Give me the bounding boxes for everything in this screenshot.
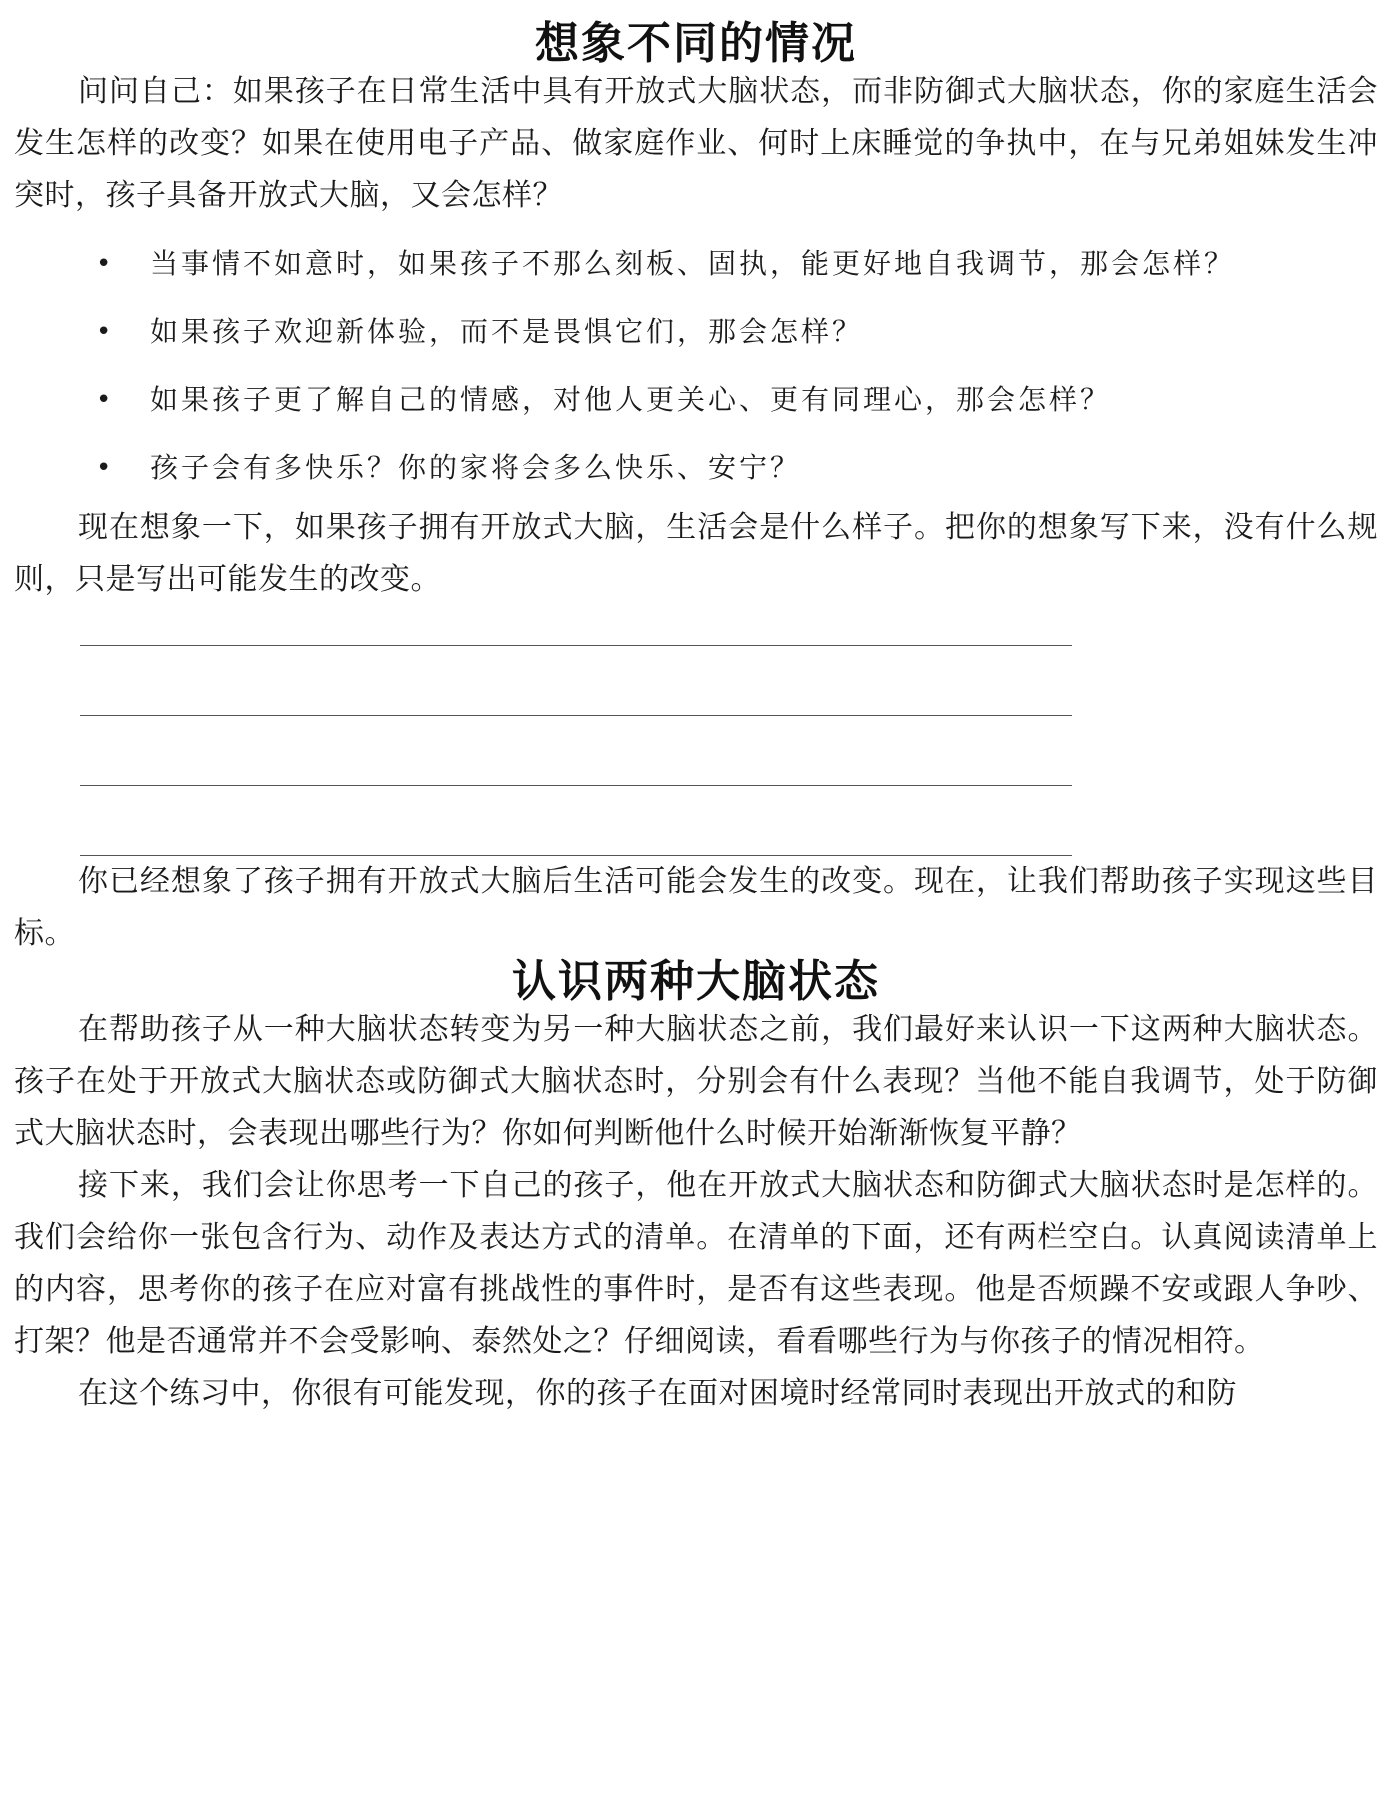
intro-paragraph: 问问自己：如果孩子在日常生活中具有开放式大脑状态，而非防御式大脑状态，你的家庭生活会发生怎样的改变？如果在使用电子产品、做家庭作业、何时上床睡觉的争执中，在与兄弟姐妹发生冲突时，孩子具备开放式大脑，又会怎样？ [14, 74, 1378, 213]
list-item-text: 孩子会有多快乐？你的家将会多么快乐、安宁？ [150, 451, 802, 484]
closing-paragraph: 你已经想象了孩子拥有开放式大脑后生活可能会发生的改变。现在，让我们帮助孩子实现这些目标。 [14, 864, 1378, 951]
document-page [14, 0, 1378, 1420]
body-paragraph: 在帮助孩子从一种大脑状态转变为另一种大脑状态之前，我们最好来认识一下这两种大脑状态。孩子在处于开放式大脑状态或防御式大脑状态时，分别会有什么表现？当他不能自我调节，处于防御式大脑状态时，会表现出哪些行为？你如何判断他什么时候开始渐渐恢复平静？ [14, 1012, 1378, 1151]
list-item-text: 当事情不如意时，如果孩子不那么刻板、固执，能更好地自我调节，那会怎样？ [150, 247, 1236, 280]
bullet-icon: • [96, 249, 115, 279]
answer-area[interactable] [80, 644, 1072, 856]
bullet-icon: • [96, 453, 115, 483]
question-list [14, 230, 1378, 502]
body-paragraph: 接下来，我们会让你思考一下自己的孩子，他在开放式大脑状态和防御式大脑状态时是怎样的。我们会给你一张包含行为、动作及表达方式的清单。在清单的下面，还有两栏空白。认真阅读清单上的内容，思考你的孩子在应对富有挑战性的事件时，是否有这些表现。他是否烦躁不安或跟人争吵、打架？他是否通常并不会受影响、泰然处之？仔细阅读，看看哪些行为与你孩子的情况相符。 [14, 1168, 1378, 1359]
list-item-text: 如果孩子欢迎新体验，而不是畏惧它们，那会怎样？ [150, 315, 864, 348]
body-paragraph: 在这个练习中，你很有可能发现，你的孩子在面对困境时经常同时表现出开放式的和防 [78, 1376, 1237, 1411]
list-item [14, 434, 1378, 502]
bullet-icon: • [96, 317, 115, 347]
list-item-text: 如果孩子更了解自己的情感，对他人更关心、更有同理心，那会怎样？ [150, 383, 1112, 416]
writing-prompt-paragraph: 现在想象一下，如果孩子拥有开放式大脑，生活会是什么样子。把你的想象写下来，没有什么规则，只是写出可能发生的改变。 [14, 510, 1378, 597]
section-title-brain-states: 认识两种大脑状态 [512, 956, 880, 1007]
section-title-imagine: 想象不同的情况 [535, 18, 857, 69]
answer-line[interactable] [80, 784, 1072, 786]
list-item [14, 298, 1378, 366]
list-item [14, 366, 1378, 434]
bullet-icon: • [96, 385, 115, 415]
answer-line[interactable] [80, 644, 1072, 646]
answer-line[interactable] [80, 714, 1072, 716]
list-item [14, 230, 1378, 298]
